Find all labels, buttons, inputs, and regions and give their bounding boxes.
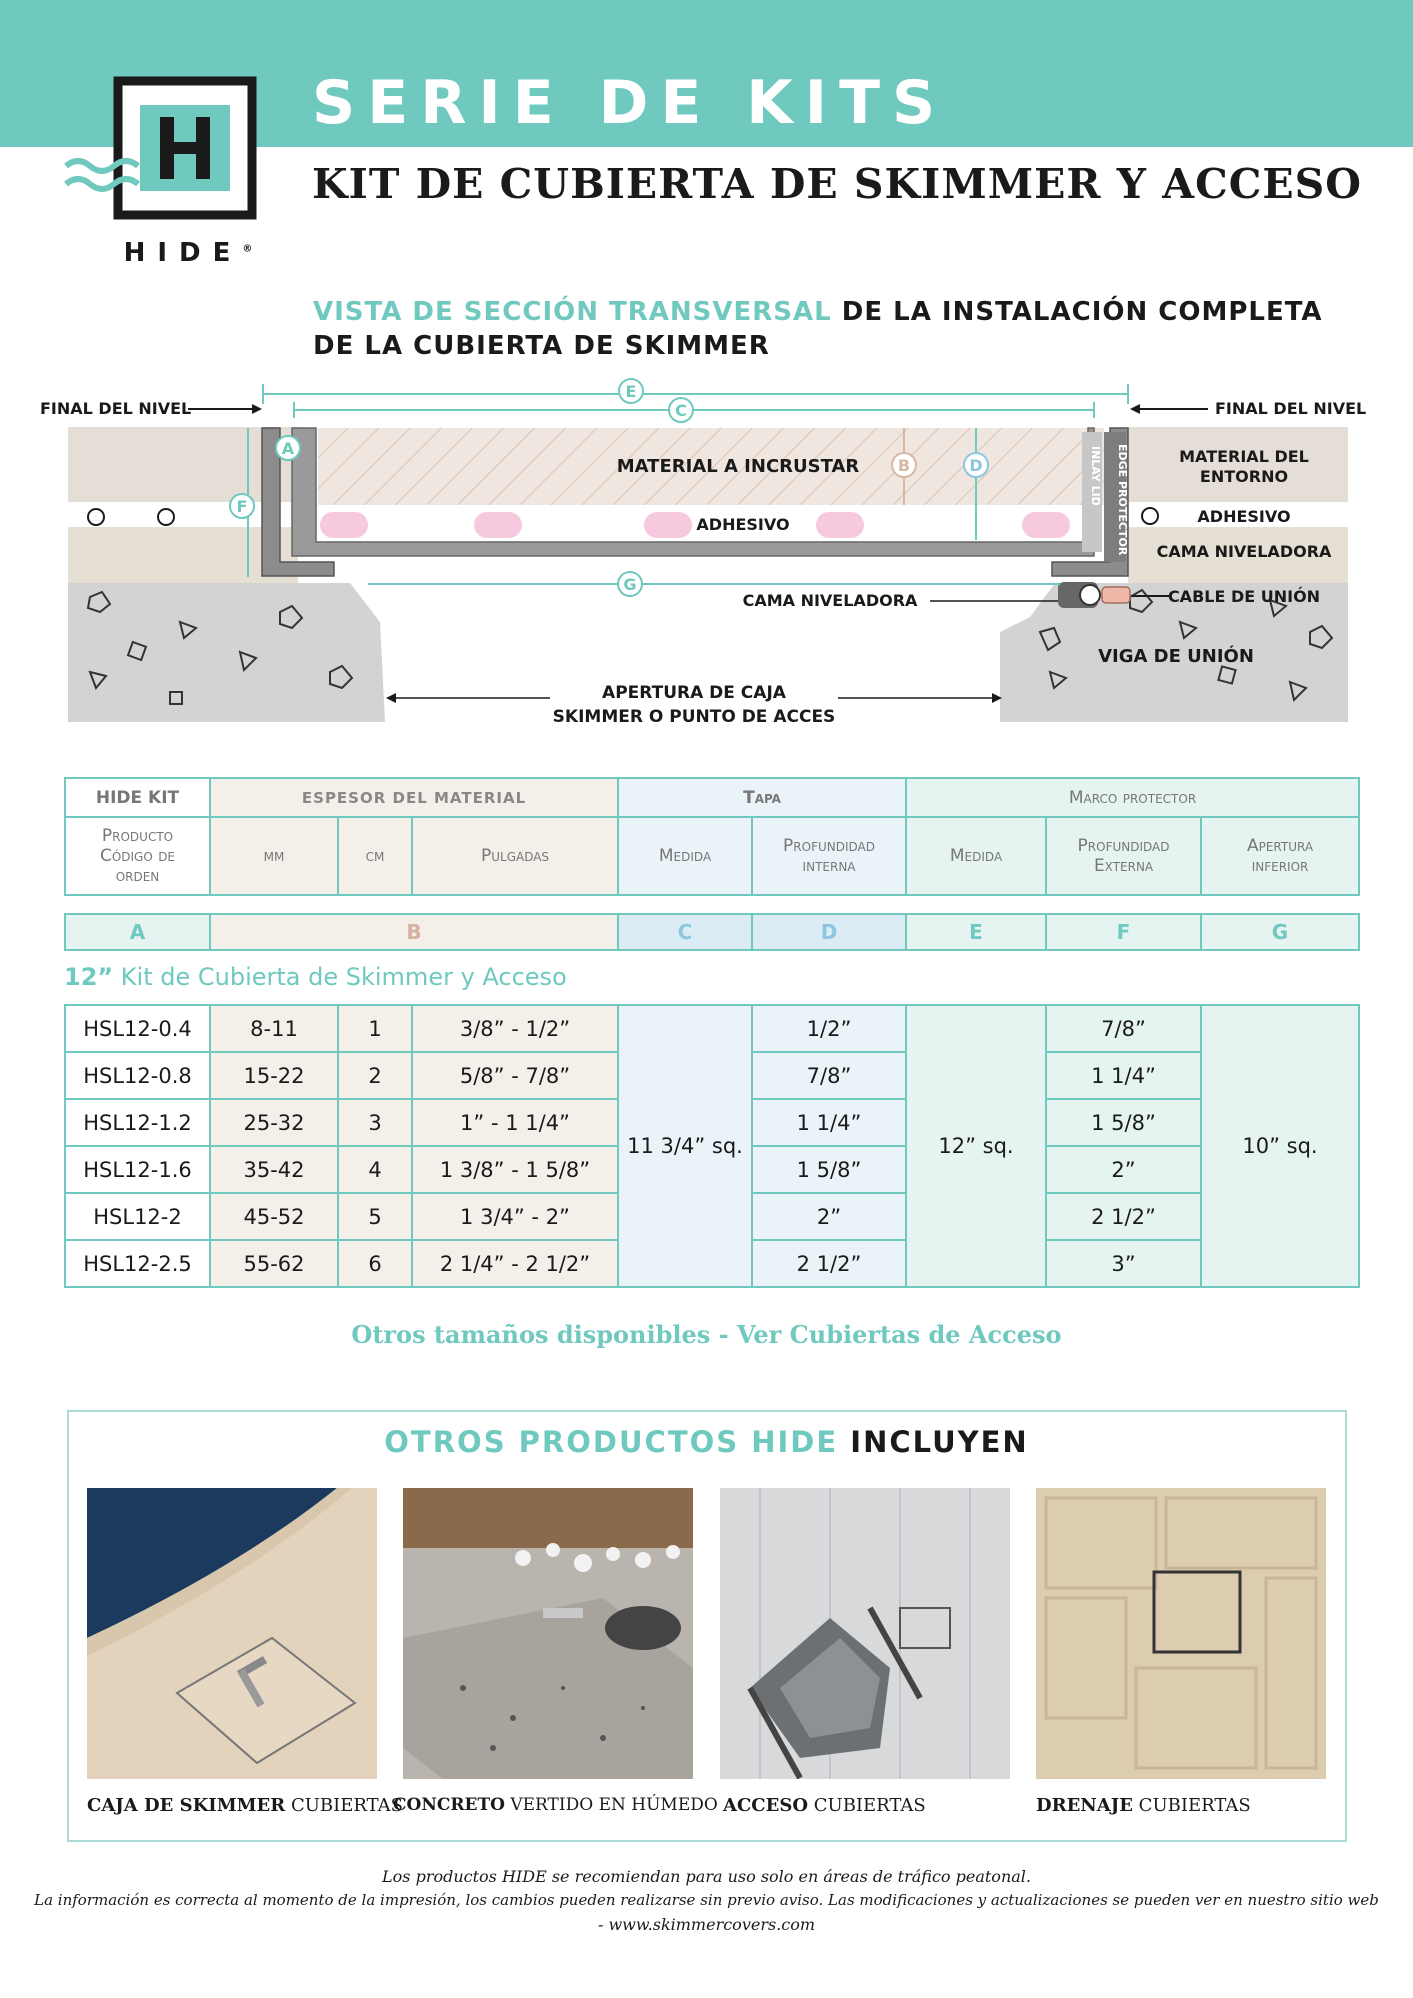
row-d: 1 1/4” xyxy=(752,1099,906,1146)
row-mm: 45-52 xyxy=(210,1193,338,1240)
cama-niveladora-right-label: CAMA NIVELADORA xyxy=(1156,542,1332,561)
row-d: 7/8” xyxy=(752,1052,906,1099)
row-code: HSL12-0.8 xyxy=(65,1052,210,1099)
product-caption-drain: DRENAJE CUBIERTAS xyxy=(1036,1795,1251,1816)
row-f: 1 1/4” xyxy=(1046,1052,1201,1099)
row-mm: 25-32 xyxy=(210,1099,338,1146)
cross-section-diagram xyxy=(30,372,1380,732)
letter-g: G xyxy=(1201,914,1359,950)
footer-line-2: La información es correcta al momento de la impresión, los cambios pueden realizarse sin previo aviso. Las modificaciones y actualizaciones se pueden ver en nuestro sitio web xyxy=(34,1891,1379,1909)
row-in: 1 3/8” - 1 5/8” xyxy=(412,1146,618,1193)
adhesivo-center-label: ADHESIVO xyxy=(696,515,790,534)
row-f: 2 1/2” xyxy=(1046,1193,1201,1240)
other-sizes-link[interactable]: Otros tamaños disponibles - Ver Cubiertas de Acceso xyxy=(351,1320,1062,1349)
row-d: 1/2” xyxy=(752,1005,906,1052)
material-incrustar-label: MATERIAL A INCRUSTAR xyxy=(616,456,860,477)
row-code: HSL12-0.4 xyxy=(65,1005,210,1052)
row-code: HSL12-1.6 xyxy=(65,1146,210,1193)
pulgadas-header: Pulgadas xyxy=(412,817,618,895)
row-cm: 6 xyxy=(338,1240,412,1287)
row-in: 2 1/4” - 2 1/2” xyxy=(412,1240,618,1287)
concrete-left xyxy=(68,583,385,722)
product-caption-skimmer: CAJA DE SKIMMER CUBIERTAS xyxy=(87,1795,403,1816)
prof-externa-header: Profundidad Externa xyxy=(1046,817,1201,895)
row-d: 2” xyxy=(752,1193,906,1240)
espesor-header: ESPESOR DEL MATERIAL xyxy=(210,778,618,817)
row-in: 1 3/4” - 2” xyxy=(412,1193,618,1240)
inlay-lid-label: INLAY LID xyxy=(1089,446,1102,506)
table-row xyxy=(65,1005,1359,1052)
marker-a: A xyxy=(281,439,295,458)
row-f: 1 5/8” xyxy=(1046,1099,1201,1146)
prof-interna-header: Profundidad interna xyxy=(752,817,906,895)
final-nivel-left: FINAL DEL NIVEL xyxy=(40,399,192,418)
section-title xyxy=(313,295,1333,363)
marker-b: B xyxy=(897,456,911,475)
footer-line-1: Los productos HIDE se recomiendan para uso solo en áreas de tráfico peatonal. xyxy=(382,1867,1031,1886)
series-title: SERIE DE KITS xyxy=(312,68,948,138)
hide-logo-icon xyxy=(60,72,270,232)
apertura-inferior-header: Apertura inferior xyxy=(1201,817,1359,895)
row-mm: 15-22 xyxy=(210,1052,338,1099)
row-code: HSL12-2.5 xyxy=(65,1240,210,1287)
marker-d: D xyxy=(969,456,983,475)
row-in: 3/8” - 1/2” xyxy=(412,1005,618,1052)
letter-d: D xyxy=(752,914,906,950)
marker-e: E xyxy=(625,382,637,401)
kit-label: 12” Kit de Cubierta de Skimmer y Acceso xyxy=(64,963,567,991)
product-caption-concrete: CONCRETO VERTIDO EN HÚMEDO xyxy=(393,1795,718,1815)
other-products-title: OTROS PRODUCTOS HIDE INCLUYEN xyxy=(384,1425,1029,1459)
row-cm: 1 xyxy=(338,1005,412,1052)
row-d: 1 5/8” xyxy=(752,1146,906,1193)
product-image-drain[interactable] xyxy=(1036,1488,1326,1779)
product-image-skimmer[interactable] xyxy=(87,1488,377,1779)
medida-marco-header: Medida xyxy=(906,817,1046,895)
row-mm: 8-11 xyxy=(210,1005,338,1052)
row-in: 5/8” - 7/8” xyxy=(412,1052,618,1099)
product-caption-access: ACCESO CUBIERTAS xyxy=(723,1795,926,1816)
row-cm: 4 xyxy=(338,1146,412,1193)
tapa-header: Tapa xyxy=(618,778,906,817)
mm-header: mm xyxy=(210,817,338,895)
marker-g: G xyxy=(623,575,637,594)
cable-union-label: CABLE DE UNIÓN xyxy=(1167,587,1321,606)
section-title-rest: DE LA INSTALACIÓN COMPLETA DE LA CUBIERTA DE SKIMMER xyxy=(313,297,1323,361)
brand-name: HIDE® xyxy=(123,238,253,268)
merged-g: 10” sq. xyxy=(1201,1005,1359,1287)
material-entorno-label-2: ENTORNO xyxy=(1199,467,1289,486)
row-code: HSL12-2 xyxy=(65,1193,210,1240)
medida-tapa-header: Medida xyxy=(618,817,752,895)
cm-header: cm xyxy=(338,817,412,895)
letter-f: F xyxy=(1046,914,1201,950)
adhesivo-right-label: ADHESIVO xyxy=(1197,507,1291,526)
cama-niveladora-center-label: CAMA NIVELADORA xyxy=(742,591,918,610)
row-cm: 3 xyxy=(338,1099,412,1146)
producto-header: Producto Código de orden xyxy=(65,817,210,895)
row-d: 2 1/2” xyxy=(752,1240,906,1287)
row-f: 3” xyxy=(1046,1240,1201,1287)
row-in: 1” - 1 1/4” xyxy=(412,1099,618,1146)
row-cm: 2 xyxy=(338,1052,412,1099)
edge-protector-label: EDGE PROTECTOR xyxy=(1116,444,1129,556)
marco-header: Marco protector xyxy=(906,778,1359,817)
marker-c: C xyxy=(675,401,687,420)
spec-header-table xyxy=(64,777,1360,896)
marker-f: F xyxy=(236,497,248,516)
spec-data-table xyxy=(64,1004,1360,1288)
hide-kit-header: HIDE KIT xyxy=(65,778,210,817)
product-image-access[interactable] xyxy=(720,1488,1010,1779)
letters-table xyxy=(64,913,1360,951)
letter-a: A xyxy=(65,914,210,950)
letter-b: B xyxy=(210,914,618,950)
row-f: 7/8” xyxy=(1046,1005,1201,1052)
letter-e: E xyxy=(906,914,1046,950)
footer-line-3[interactable]: - www.skimmercovers.com xyxy=(597,1915,816,1934)
product-image-concrete[interactable] xyxy=(403,1488,693,1779)
row-mm: 55-62 xyxy=(210,1240,338,1287)
row-f: 2” xyxy=(1046,1146,1201,1193)
apertura-label-1: APERTURA DE CAJA xyxy=(602,683,786,703)
section-title-highlight: VISTA DE SECCIÓN TRANSVERSAL xyxy=(313,297,832,327)
final-nivel-right: FINAL DEL NIVEL xyxy=(1215,399,1367,418)
merged-c: 11 3/4” sq. xyxy=(618,1005,752,1287)
row-cm: 5 xyxy=(338,1193,412,1240)
row-code: HSL12-1.2 xyxy=(65,1099,210,1146)
letter-c: C xyxy=(618,914,752,950)
viga-union-label: VIGA DE UNIÓN xyxy=(1098,646,1254,667)
kit-title: KIT DE CUBIERTA DE SKIMMER Y ACCESO xyxy=(312,160,1362,208)
row-mm: 35-42 xyxy=(210,1146,338,1193)
material-entorno-label-1: MATERIAL DEL xyxy=(1179,447,1309,466)
merged-e: 12” sq. xyxy=(906,1005,1046,1287)
apertura-label-2: SKIMMER O PUNTO DE ACCES xyxy=(552,707,836,727)
